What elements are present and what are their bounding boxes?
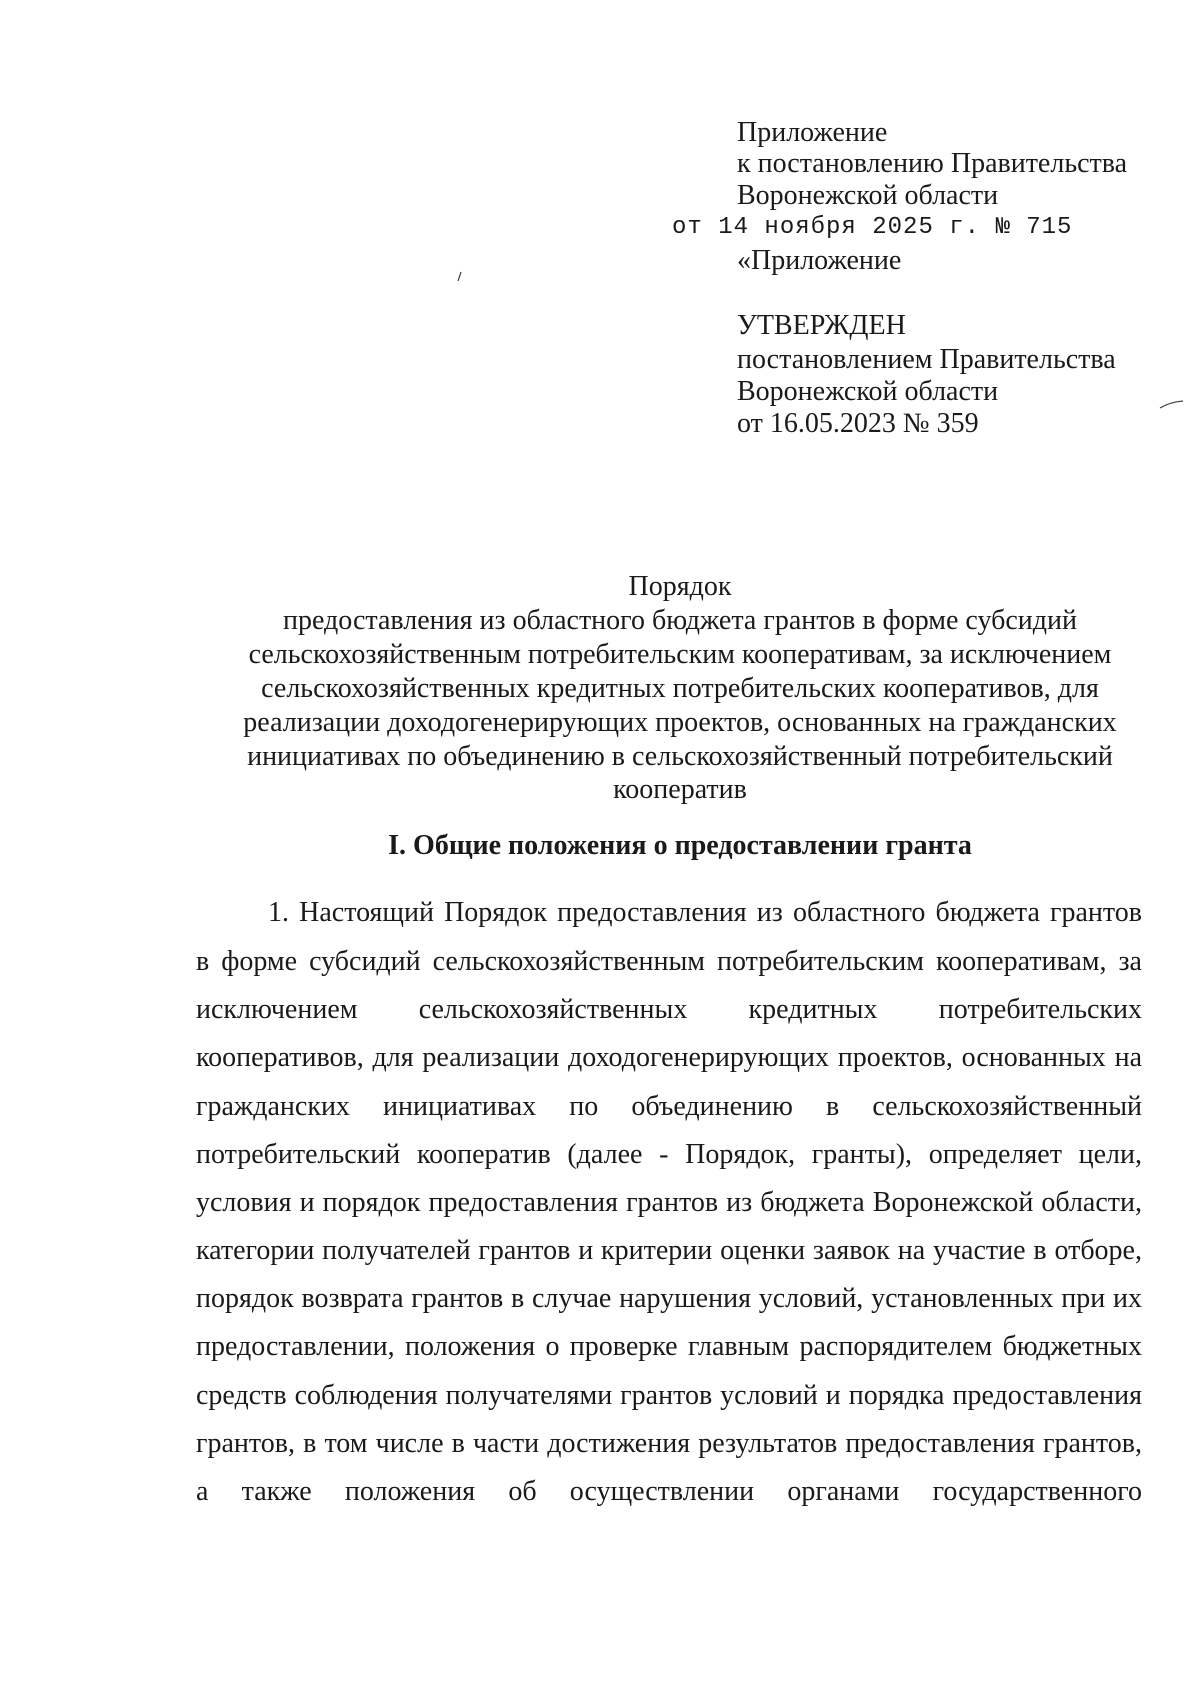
decree-date-stamp: от 14 ноября 2025 г. № 715	[672, 214, 1073, 241]
approved-date-line: от 16.05.2023 № 359	[737, 408, 979, 439]
paragraph-line: порядок возврата грантов в случае нарушения условий, установленных при их	[196, 1283, 1142, 1314]
approved-label: УТВЕРЖДЕН	[737, 310, 906, 341]
appendix-decree-line: к постановлению Правительства	[737, 148, 1128, 179]
scan-mark	[455, 270, 465, 284]
document-subtitle-line: реализации доходогенерирующих проектов, основанных на гражданских	[243, 707, 1117, 738]
document-subtitle-line: сельскохозяйственных кредитных потребительских кооперативов, для	[261, 673, 1099, 704]
document-subtitle-line: сельскохозяйственным потребительским кооперативам, за исключением	[248, 639, 1112, 670]
approved-by-line: постановлением Правительства	[737, 344, 1116, 375]
paragraph-line: категории получателей грантов и критерии оценки заявок на участие в отборе,	[196, 1235, 1142, 1266]
paragraph-line: условия и порядок предоставления грантов из бюджета Воронежской области,	[196, 1187, 1142, 1218]
paragraph-line: исключением сельскохозяйственных кредитных потребительских	[196, 994, 1142, 1025]
document-subtitle-line: предоставления из областного бюджета грантов в форме субсидий	[283, 605, 1077, 636]
nested-appendix-label: «Приложение	[737, 245, 902, 276]
approved-region-line: Воронежской области	[737, 376, 999, 407]
scan-mark	[1158, 398, 1186, 412]
paragraph-line: в форме субсидий сельскохозяйственным потребительским кооперативам, за	[196, 946, 1142, 977]
document-title: Порядок	[628, 571, 732, 602]
paragraph-line: 1. Настоящий Порядок предоставления из областного бюджета грантов	[268, 897, 1142, 928]
paragraph-line: потребительский кооператив (далее - Порядок, гранты), определяет цели,	[196, 1139, 1142, 1170]
section-heading: I. Общие положения о предоставлении гранта	[388, 830, 972, 861]
paragraph-line: гражданских инициативах по объединению в сельскохозяйственный	[196, 1091, 1142, 1122]
paragraph-line: грантов, в том числе в части достижения результатов предоставления грантов,	[196, 1428, 1142, 1459]
appendix-label: Приложение	[737, 117, 888, 148]
paragraph-line: предоставлении, положения о проверке главным распорядителем бюджетных	[196, 1331, 1142, 1362]
paragraph-line: а также положения об осуществлении органами государственного	[196, 1476, 1142, 1507]
document-subtitle-line: инициативах по объединению в сельскохозяйственный потребительский	[247, 741, 1113, 772]
paragraph-line: средств соблюдения получателями грантов условий и порядка предоставления	[196, 1380, 1142, 1411]
paragraph-line: кооперативов, для реализации доходогенерирующих проектов, основанных на	[196, 1042, 1142, 1073]
document-subtitle-line: кооператив	[613, 774, 747, 805]
appendix-region-line: Воронежской области	[737, 180, 999, 211]
